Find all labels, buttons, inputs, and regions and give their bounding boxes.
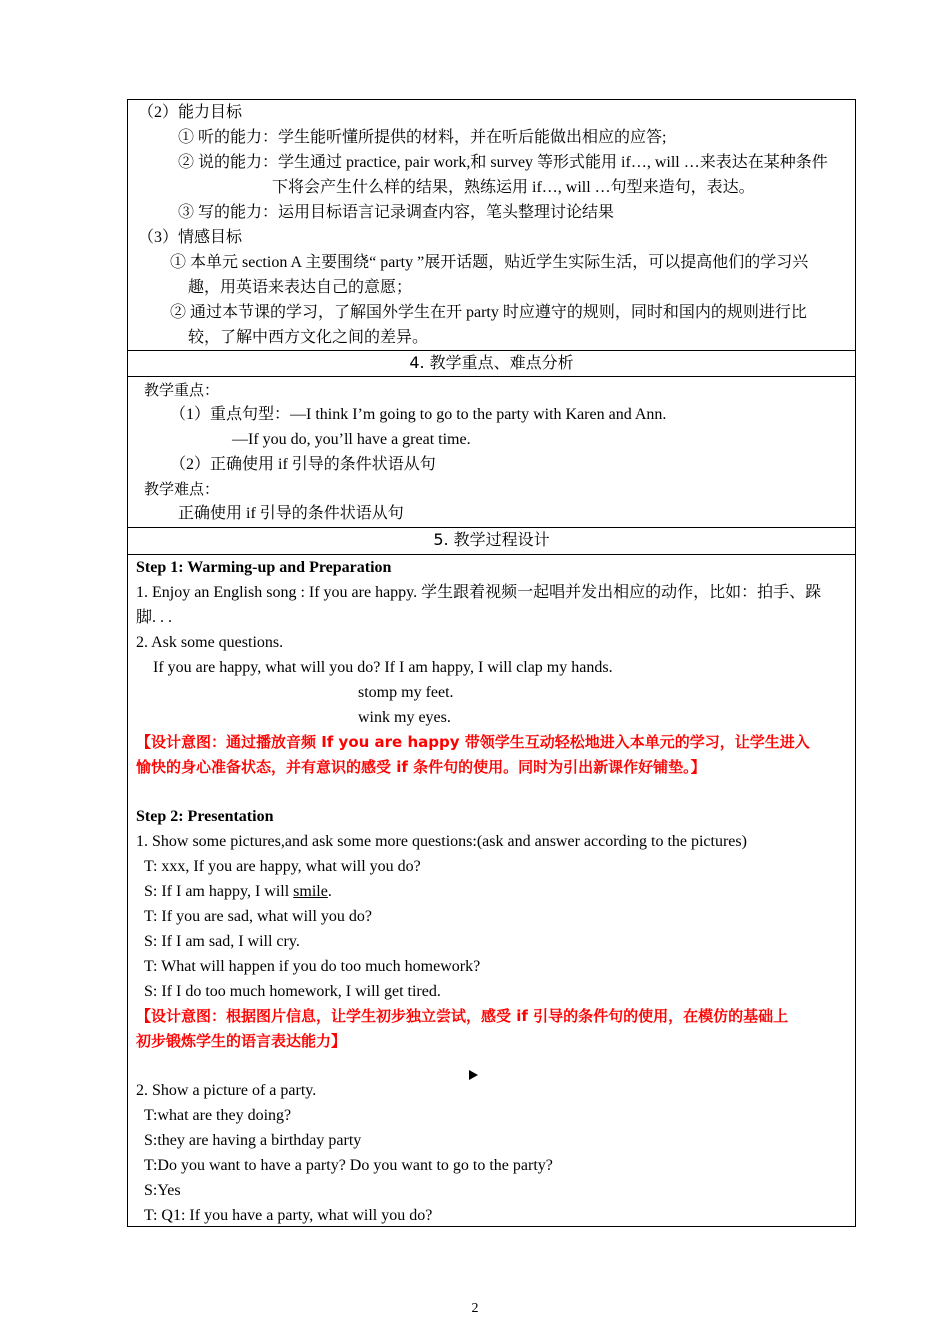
dialogue-line: S: If I am sad, I will cry. — [144, 933, 300, 950]
dialogue-line: T: Q1: If you have a party, what will you do? — [144, 1207, 433, 1224]
emotion-title: （3）情感目标 — [138, 229, 243, 246]
difficulty-text: 正确使用 if 引导的条件状语从句 — [178, 505, 404, 522]
key-points-cell — [128, 376, 855, 526]
page-number: 2 — [471, 1301, 479, 1316]
design-intent-2-cont: 初步锻炼学生的语言表达能力】 — [136, 1032, 347, 1050]
underlined-word: smile — [293, 883, 328, 900]
process-cell — [128, 554, 855, 1226]
heading-key-points: 4. 教学重点、难点分析 — [409, 353, 574, 372]
dialogue-line: T: If you are sad, what will you do? — [144, 908, 373, 925]
step1-line: 脚. . . — [136, 609, 173, 626]
step1-answer: wink my eyes. — [358, 709, 451, 726]
speak-goal-cont: 下将会产生什么样的结果，熟练运用 if…, will …句型来造句，表达。 — [272, 179, 755, 196]
design-intent-1-cont: 愉快的身心准备状态，并有意识的感受 if 条件句的使用。同时为引出新课作好铺垫。】 — [136, 758, 706, 776]
dialogue-line: S: If I am happy, I will smile. — [144, 883, 332, 900]
step1-answer: stomp my feet. — [358, 684, 454, 701]
heading-process: 5. 教学过程设计 — [433, 530, 550, 549]
dialogue-line: S:Yes — [144, 1182, 181, 1199]
dialogue-line: S:they are having a birthday party — [144, 1132, 362, 1149]
dialogue-line: T:Do you want to have a party? Do you want to go to the party? — [144, 1157, 553, 1174]
speak-goal: ② 说的能力：学生通过 practice, pair work,和 survey 等形式能用 if…, will …来表达在某种条件 — [178, 154, 828, 171]
step2-title: Step 2: Presentation — [136, 808, 274, 825]
step1-line: 1. Enjoy an English song : If you are happy. 学生跟着视频一起唱并发出相应的动作，比如：拍手、跺 — [136, 584, 822, 601]
emotion-item-2: ② 通过本节课的学习，了解国外学生在开 party 时应遵守的规则，同时和国内的规则进行比 — [170, 304, 807, 321]
dialogue-line: T: What will happen if you do too much homework? — [144, 958, 481, 975]
play-arrow-icon — [469, 1070, 478, 1080]
step2-line: 2. Show a picture of a party. — [136, 1082, 317, 1099]
dialogue-line: T:what are they doing? — [144, 1107, 292, 1124]
lesson-plan-table — [127, 99, 856, 1227]
step1-title: Step 1: Warming-up and Preparation — [136, 559, 392, 576]
emotion-item-2-cont: 较，了解中西方文化之间的差异。 — [188, 329, 429, 346]
emotion-item-1-cont: 趣，用英语来表达自己的意愿； — [188, 279, 413, 296]
emotion-item-1: ① 本单元 section A 主要围绕“ party ”展开话题，贴近学生实际生活，可以提高他们的学习兴 — [170, 254, 809, 271]
dialogue-line: S: If I do too much homework, I will get tired. — [144, 983, 441, 1000]
key-sentence-2: —If you do, you’ll have a great time. — [232, 431, 471, 448]
write-goal: ③ 写的能力：运用目标语言记录调查内容，笔头整理讨论结果 — [178, 204, 615, 221]
key-point-2: （2）正确使用 if 引导的条件状语从句 — [170, 456, 436, 473]
dialogue-line: T: xxx, If you are happy, what will you do? — [144, 858, 421, 875]
key-points-label: 教学重点： — [144, 381, 220, 399]
design-intent-1: 【设计意图：通过播放音频 If you are happy 带领学生互动轻松地进入本单元的学习，让学生进入 — [136, 733, 810, 751]
objectives-cell — [128, 100, 855, 350]
abilities-title: （2）能力目标 — [138, 104, 243, 121]
listen-goal: ① 听的能力：学生能听懂所提供的材料，并在听后能做出相应的应答; — [178, 129, 667, 146]
difficulty-label: 教学难点： — [144, 480, 220, 498]
design-intent-2: 【设计意图：根据图片信息，让学生初步独立尝试，感受 if 引导的条件句的使用，在模仿的基础上 — [136, 1007, 789, 1025]
step1-line: 2. Ask some questions. — [136, 634, 284, 651]
step2-line: 1. Show some pictures,and ask some more questions:(ask and answer according to the pictures) — [136, 833, 747, 850]
step1-question: If you are happy, what will you do? If I am happy, I will clap my hands. — [153, 659, 613, 676]
key-sentence-1: （1）重点句型：—I think I’m going to go to the party with Karen and Ann. — [170, 406, 667, 423]
